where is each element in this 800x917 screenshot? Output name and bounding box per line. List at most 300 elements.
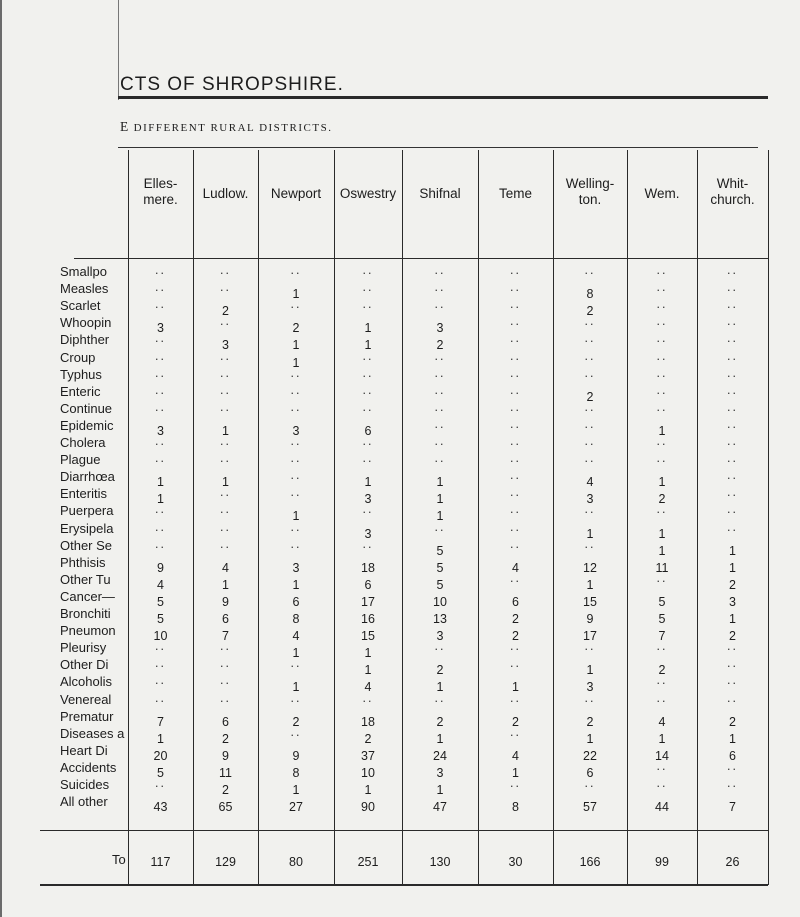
table-cell: .. xyxy=(290,485,302,500)
table-cell: 1 xyxy=(222,475,229,490)
header-rule xyxy=(118,96,768,99)
table-cell: .. xyxy=(584,416,596,431)
row-label: Other Se xyxy=(60,537,113,553)
table-cell: 1 xyxy=(157,731,164,746)
table-cell: 3 xyxy=(586,680,594,695)
table-cell: .. xyxy=(656,382,668,397)
table-cell: 9 xyxy=(292,748,300,763)
table-cell: .. xyxy=(362,382,374,397)
table-cell: .. xyxy=(220,314,231,329)
table-cell: .. xyxy=(727,434,738,448)
row-label: Puerpera xyxy=(60,503,114,519)
table-cell: .. xyxy=(727,656,738,671)
table-cell: .. xyxy=(434,434,446,448)
table-cell: 18 xyxy=(361,560,375,575)
table-cell: 1 xyxy=(292,338,300,353)
table-cell: 27 xyxy=(289,800,303,815)
table-cell: 5 xyxy=(658,612,666,626)
table-cell: 20 xyxy=(153,748,168,763)
table-cell: .. xyxy=(656,434,668,448)
table-cell: 1 xyxy=(586,526,594,541)
table-cell: .. xyxy=(290,690,302,705)
table-cell: .. xyxy=(155,348,166,363)
table-cell: 1 xyxy=(292,577,300,592)
table-cell: .. xyxy=(656,331,668,346)
table-cell: .. xyxy=(362,348,374,363)
table-cell: 1 xyxy=(436,509,444,524)
table-cell: .. xyxy=(290,656,302,671)
table-cell: .. xyxy=(155,639,166,654)
table-cell: 8 xyxy=(586,287,594,302)
table-cell: 1 xyxy=(364,663,372,678)
table-cell: 3 xyxy=(157,321,164,336)
table-cell: 1 xyxy=(222,577,229,592)
table-cell: 3 xyxy=(586,492,594,507)
column-rule xyxy=(697,150,698,885)
table-cell: .. xyxy=(155,382,166,397)
table-cell: .. xyxy=(656,639,668,654)
table-cell: 1 xyxy=(586,731,594,746)
table-cell: .. xyxy=(362,451,374,466)
table-cell: 2 xyxy=(586,304,594,319)
table-cell: .. xyxy=(510,451,521,466)
table-cell: .. xyxy=(155,399,166,414)
table-cell: 2 xyxy=(436,338,444,353)
table-cell: .. xyxy=(220,451,231,466)
table-cell: 15 xyxy=(361,629,375,644)
table-cell: 1 xyxy=(222,423,229,438)
table-cell: 6 xyxy=(364,577,372,592)
row-label: Phthisis xyxy=(60,554,106,570)
table-cell: 7 xyxy=(658,629,666,644)
table-cell: .. xyxy=(656,451,668,466)
total-cell: 251 xyxy=(357,855,379,869)
table-cell: .. xyxy=(510,724,521,739)
row-label: Measles xyxy=(60,281,109,297)
column-rule xyxy=(553,150,554,885)
table-cell: 1 xyxy=(436,783,444,797)
table-cell: 9 xyxy=(222,748,229,763)
row-label: All other xyxy=(60,794,108,810)
table-cell: .. xyxy=(656,314,668,329)
row-label: Accidents xyxy=(60,759,117,775)
table-cell: .. xyxy=(290,365,302,380)
table-cell: .. xyxy=(220,399,231,414)
table-cell: .. xyxy=(155,673,166,688)
table-cell: .. xyxy=(434,399,446,414)
table-cell: 1 xyxy=(364,783,372,797)
table-cell: .. xyxy=(510,434,521,448)
table-cell: 4 xyxy=(658,714,666,729)
row-label: Diseases a xyxy=(60,725,125,741)
table-cell: 3 xyxy=(729,594,736,609)
table-cell: .. xyxy=(362,690,374,705)
table-cell: .. xyxy=(584,365,596,380)
row-label: Cancer— xyxy=(60,588,115,604)
table-cell: .. xyxy=(155,331,166,346)
table-cell: .. xyxy=(727,451,738,466)
column-rule xyxy=(258,150,259,885)
table-cell: 2 xyxy=(729,577,736,592)
right-edge-rule xyxy=(768,150,769,885)
table-cell: 10 xyxy=(361,765,375,780)
table-cell: .. xyxy=(290,724,302,739)
table-cell: 1 xyxy=(292,509,300,524)
row-label: Heart Di xyxy=(60,742,108,758)
table-cell: 6 xyxy=(586,765,594,780)
table-cell: 2 xyxy=(512,629,519,644)
table-cell: 13 xyxy=(433,612,447,626)
table-cell: .. xyxy=(362,280,374,295)
table-cell: 2 xyxy=(729,714,736,729)
table-cell: .. xyxy=(656,758,668,773)
table-cell: .. xyxy=(362,399,374,414)
table-cell: .. xyxy=(220,519,231,534)
table-cell: 12 xyxy=(583,560,597,575)
table-cell: 3 xyxy=(436,765,444,780)
row-label: Prematur xyxy=(60,708,114,724)
table-cell: .. xyxy=(290,434,302,448)
table-cell: .. xyxy=(362,502,374,517)
table-cell: .. xyxy=(220,502,231,517)
row-label: Bronchiti xyxy=(60,606,111,621)
table-cell: .. xyxy=(290,468,302,483)
table-cell: 10 xyxy=(433,594,447,609)
table-cell: 1 xyxy=(292,355,300,370)
column-header: Oswestry xyxy=(339,186,397,201)
table-cell: .. xyxy=(220,263,231,277)
table-cell: .. xyxy=(510,656,521,671)
row-label: Plague xyxy=(60,452,101,468)
table-cell: .. xyxy=(727,485,738,500)
column-header: Newport xyxy=(270,186,322,201)
table-cell: .. xyxy=(434,365,446,380)
table-cell: 1 xyxy=(292,287,300,302)
total-cell: 99 xyxy=(655,855,669,869)
row-label: Diarrhœa xyxy=(60,469,115,485)
table-cell: 5 xyxy=(436,577,444,592)
row-label: Cholera xyxy=(60,435,106,450)
table-cell: 57 xyxy=(583,800,597,815)
table-subtitle xyxy=(120,119,332,135)
page-binding-edge xyxy=(0,0,2,917)
table-cell: .. xyxy=(434,451,446,466)
table-cell: .. xyxy=(155,365,166,380)
table-cell: .. xyxy=(510,536,521,551)
table-cell: 1 xyxy=(364,321,372,336)
table-cell: 47 xyxy=(433,800,447,815)
table-cell: .. xyxy=(434,416,446,431)
table-cell: 2 xyxy=(658,492,666,507)
table-cell: 1 xyxy=(292,783,300,797)
table-cell: .. xyxy=(155,280,166,295)
table-cell: 16 xyxy=(361,612,375,626)
table-cell: .. xyxy=(584,451,596,466)
table-cell: .. xyxy=(362,263,374,277)
table-cell: 1 xyxy=(436,475,444,490)
row-label: Suicides xyxy=(60,777,110,792)
table-cell: 11 xyxy=(219,765,232,780)
table-cell: .. xyxy=(584,331,596,346)
column-header: Welling- ton. xyxy=(565,176,615,207)
table-cell: 3 xyxy=(364,526,372,541)
row-label: Whoopin xyxy=(60,315,112,331)
table-cell: .. xyxy=(727,519,738,534)
total-cell: 117 xyxy=(150,855,171,869)
table-cell: 43 xyxy=(153,800,168,815)
table-cell: .. xyxy=(220,690,231,705)
table-cell: 1 xyxy=(729,731,736,746)
table-cell: .. xyxy=(510,502,521,517)
table-cell: 2 xyxy=(586,389,594,404)
table-cell: 3 xyxy=(436,321,444,336)
table-cell: .. xyxy=(155,656,166,671)
table-cell: .. xyxy=(155,451,166,466)
table-cell: .. xyxy=(510,297,521,312)
table-cell: 2 xyxy=(292,714,300,729)
table-cell: .. xyxy=(155,297,166,312)
table-cell: 9 xyxy=(157,560,164,575)
table-cell: .. xyxy=(155,502,166,517)
table-cell: .. xyxy=(510,690,521,705)
table-cell: .. xyxy=(290,297,302,312)
table-cell: 6 xyxy=(222,612,229,626)
table-cell: .. xyxy=(510,331,521,346)
table-cell: .. xyxy=(220,536,231,551)
row-label: Scarlet xyxy=(60,298,101,314)
table-cell: .. xyxy=(290,536,302,551)
table-cell: .. xyxy=(727,314,738,329)
table-cell: .. xyxy=(510,365,521,380)
table-cell: .. xyxy=(584,502,596,517)
row-label: Enteritis xyxy=(60,486,107,502)
table-cell: .. xyxy=(510,263,521,277)
row-label: Continue xyxy=(60,400,113,416)
table-cell: 1 xyxy=(436,731,444,746)
subtitle-text: DIFFERENT RURAL DISTRICTS. xyxy=(133,122,333,134)
table-cell: .. xyxy=(434,280,446,295)
table-cell: .. xyxy=(510,382,521,397)
table-cell: 3 xyxy=(292,423,300,438)
table-cell: 7 xyxy=(222,629,229,644)
column-header: Shifnal xyxy=(419,186,461,201)
table-cell: 4 xyxy=(586,475,594,490)
table-bottom-rule xyxy=(40,884,768,886)
table-cell: 2 xyxy=(222,731,229,746)
table-cell: .. xyxy=(510,776,521,790)
table-cell: .. xyxy=(656,348,668,363)
table-cell: 2 xyxy=(222,304,229,319)
column-rule xyxy=(402,150,403,885)
table-cell: .. xyxy=(362,536,374,551)
row-label: Alcoholis xyxy=(60,674,113,690)
table-cell: .. xyxy=(510,639,521,654)
table-cell: 1 xyxy=(364,475,372,490)
table-cell: .. xyxy=(220,348,231,363)
table-cell: 1 xyxy=(658,475,666,490)
table-cell: .. xyxy=(510,468,521,483)
table-cell: .. xyxy=(155,690,166,705)
table-cell: 1 xyxy=(157,475,164,490)
total-cell: 30 xyxy=(508,855,523,869)
running-head: CTS OF SHROPSHIRE. xyxy=(120,74,344,95)
table-cell: .. xyxy=(727,399,738,414)
table-cell: .. xyxy=(656,570,668,585)
column-rule xyxy=(193,150,194,885)
table-cell: 2 xyxy=(436,663,444,678)
table-cell: 6 xyxy=(729,748,736,763)
table-cell: .. xyxy=(727,280,738,295)
table-cell: 24 xyxy=(433,748,447,763)
table-cell: .. xyxy=(584,399,596,414)
row-label: Typhus xyxy=(60,366,102,382)
table-cell: 9 xyxy=(222,594,229,609)
table-cell: .. xyxy=(290,382,302,397)
table-cell: .. xyxy=(290,519,302,534)
table-cell: .. xyxy=(510,348,521,363)
table-cell: 14 xyxy=(655,748,669,763)
table-cell: 1 xyxy=(292,680,300,695)
table-cell: .. xyxy=(220,280,231,295)
table-cell: .. xyxy=(510,314,521,329)
table-cell: .. xyxy=(290,263,302,277)
table-cell: .. xyxy=(727,331,738,346)
table-cell: 8 xyxy=(512,800,519,815)
table-cell: 4 xyxy=(512,560,519,575)
row-label: Pleurisy xyxy=(60,640,107,656)
table-cell: .. xyxy=(656,776,668,790)
table-cell: .. xyxy=(584,434,596,448)
table-cell: 1 xyxy=(364,646,372,661)
table-cell: 17 xyxy=(361,594,375,609)
table-cell: 4 xyxy=(157,577,164,592)
table-cell: .. xyxy=(155,434,166,448)
table-cell: 3 xyxy=(157,423,164,438)
table-cell: .. xyxy=(584,690,596,705)
table-cell: 10 xyxy=(153,629,168,644)
table-cell: .. xyxy=(155,776,166,790)
table-cell: .. xyxy=(656,280,668,295)
table-cell: .. xyxy=(220,656,231,671)
table-cell: .. xyxy=(727,263,738,277)
row-label: Venereal xyxy=(60,691,112,707)
row-label: Erysipela xyxy=(60,520,114,536)
total-cell: 26 xyxy=(725,855,740,869)
table-cell: 2 xyxy=(222,783,229,797)
column-header: Elles- mere. xyxy=(143,176,178,207)
table-cell: 3 xyxy=(292,560,300,575)
total-cell: 129 xyxy=(215,855,236,869)
table-cell: 2 xyxy=(512,612,519,626)
row-label: Other Tu xyxy=(60,571,111,587)
table-cell: 2 xyxy=(364,731,372,746)
table-cell: 1 xyxy=(729,560,736,575)
table-cell: 1 xyxy=(512,765,519,780)
table-cell: 1 xyxy=(729,543,736,558)
table-cell: .. xyxy=(727,297,738,312)
table-cell: .. xyxy=(220,673,231,688)
table-cell: .. xyxy=(656,399,668,414)
table-cell: .. xyxy=(220,434,231,448)
table-cell: 3 xyxy=(436,629,444,644)
table-cell: 4 xyxy=(512,748,519,763)
subtitle-rule xyxy=(118,147,758,148)
table-cell: 4 xyxy=(292,629,300,644)
row-label: Epidemic xyxy=(60,417,114,433)
table-cell: .. xyxy=(584,776,596,790)
table-cell: 37 xyxy=(361,748,375,763)
table-cell: .. xyxy=(656,365,668,380)
table-cell: 22 xyxy=(583,748,597,763)
table-cell: .. xyxy=(510,485,521,500)
table-cell: 6 xyxy=(364,423,372,438)
label-column-rule xyxy=(74,258,128,259)
table-cell: 6 xyxy=(222,714,229,729)
table-cell: .. xyxy=(362,365,374,380)
table-cell: .. xyxy=(434,519,446,534)
column-rule xyxy=(334,150,335,885)
table-cell: .. xyxy=(220,382,231,397)
column-rule xyxy=(128,150,129,885)
table-cell: .. xyxy=(656,297,668,312)
table-cell: .. xyxy=(510,399,521,414)
table-cell: .. xyxy=(510,519,521,534)
table-cell: .. xyxy=(220,485,231,500)
row-label: Other Di xyxy=(60,657,109,673)
table-cell: .. xyxy=(434,690,446,705)
header-bottom-rule xyxy=(128,258,768,259)
table-cell: 1 xyxy=(586,663,594,678)
table-cell: 1 xyxy=(658,543,666,558)
table-cell: 11 xyxy=(655,560,669,575)
total-cell: 80 xyxy=(289,855,303,869)
table-cell: .. xyxy=(155,519,166,534)
table-cell: 18 xyxy=(361,714,375,729)
table-cell: 2 xyxy=(292,321,300,336)
table-cell: 1 xyxy=(658,731,666,746)
table-cell: .. xyxy=(434,348,446,363)
table-cell: 5 xyxy=(658,594,666,609)
table-cell: 1 xyxy=(436,492,444,507)
table-cell: 2 xyxy=(512,714,519,729)
table-cell: 7 xyxy=(729,800,736,815)
table-cell: 90 xyxy=(361,800,375,815)
table-cell: .. xyxy=(727,468,738,483)
table-cell: .. xyxy=(656,690,668,705)
page-binding-shadow xyxy=(118,0,119,100)
row-label: Diphther xyxy=(60,332,110,348)
table-cell: .. xyxy=(155,536,166,551)
table-cell: 9 xyxy=(586,612,594,626)
table-cell: .. xyxy=(656,673,668,688)
table-cell: .. xyxy=(584,314,596,329)
table-cell: 3 xyxy=(222,338,229,353)
row-label: Pneumon xyxy=(60,623,116,639)
table-cell: 7 xyxy=(157,714,164,729)
total-cell: 130 xyxy=(429,855,451,869)
table-cell: .. xyxy=(290,399,302,414)
table-cell: 2 xyxy=(658,663,666,678)
table-cell: .. xyxy=(220,365,231,380)
table-cell: .. xyxy=(656,502,668,517)
column-header: Wem. xyxy=(644,186,680,201)
table-cell: .. xyxy=(727,639,738,654)
table-cell: .. xyxy=(510,280,521,295)
table-cell: .. xyxy=(434,639,446,654)
table-cell: 1 xyxy=(436,680,444,695)
table-cell: .. xyxy=(584,536,596,551)
table-cell: 2 xyxy=(586,714,594,729)
